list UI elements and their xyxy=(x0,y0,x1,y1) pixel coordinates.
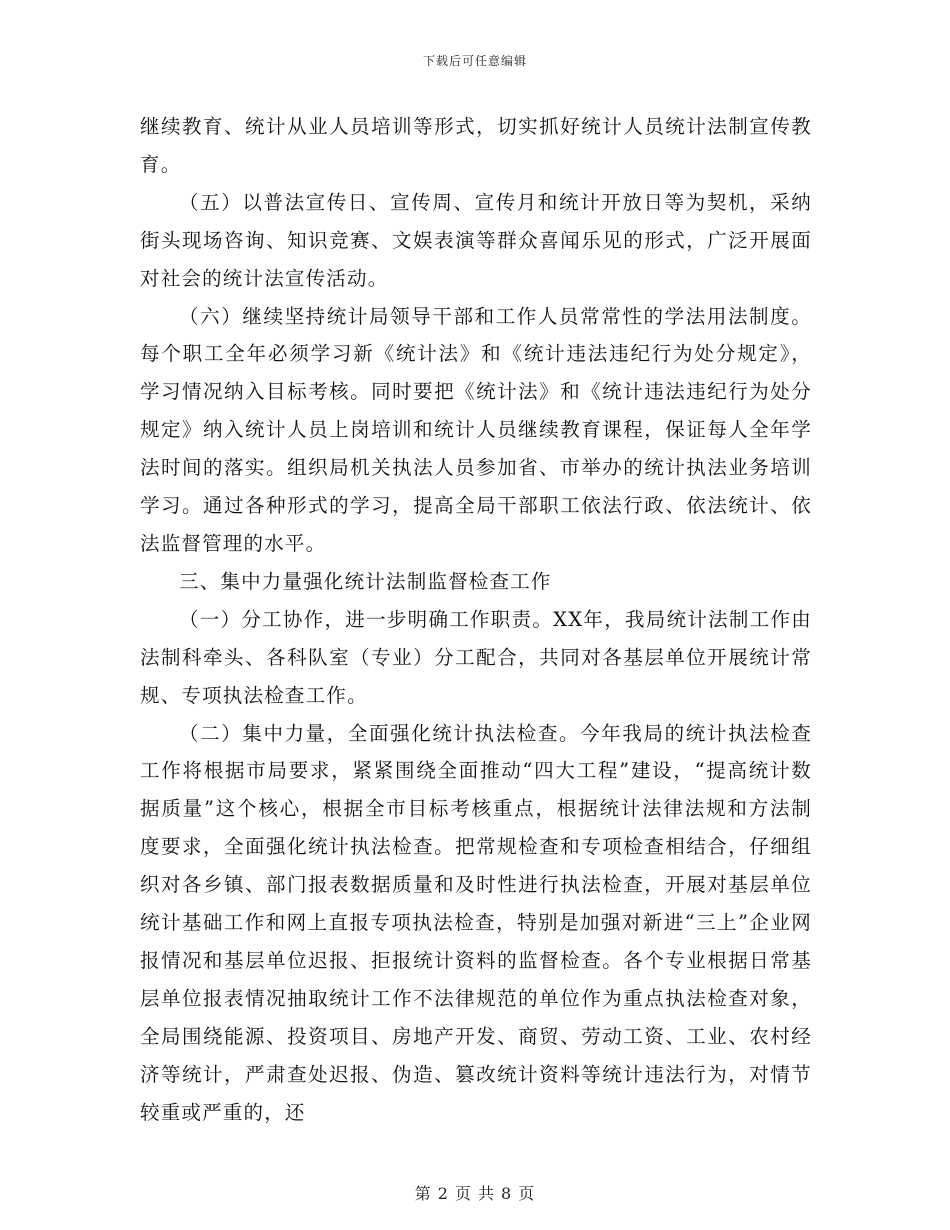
footer-total-pages: 8 xyxy=(501,1184,513,1203)
section-heading-three: 三、集中力量强化统计法制监督检查工作 xyxy=(179,569,552,593)
paragraph-continuation: 继续教育、统计从业人员培训等形式，切实抓好统计人员统计法制宣传教育。 xyxy=(140,115,812,176)
footer-page-unit: 页 xyxy=(454,1184,472,1203)
page-footer xyxy=(0,1181,950,1204)
footer-total-prefix: 共 xyxy=(478,1184,496,1203)
paragraph-item-one: （一）分工协作，进一步明确工作职责。XX年，我局统计法制工作由法制科牵头、各科队室（专业）分工配合，共同对各基层单位开展统计常规、专项执法检查工作。 xyxy=(140,607,812,707)
paragraph-item-two: （二）集中力量，全面强化统计执法检查。今年我局的统计执法检查工作将根据市局要求，紧紧围绕全面推动“四大工程”建设，“提高统计数据质量”这个核心，根据全市目标考核重点，根据统计法律法规和方法制度要求，全面强化统计执法检查。把常规检查和专项检查相结合，仔细组织对各乡镇、部门报表数据质量和及时性进行执法检查，开展对基层单位统计基础工作和网上直报专项执法检查，特别是加强对新进“三上”企业网报情况和基层单位迟报、拒报统计资料的监督检查。各个专业根据日常基层单位报表情况抽取统计工作不法律规范的单位作为重点执法检查对象，全局围绕能源、投资项目、房地产开发、商贸、劳动工资、工业、农村经济等统计，严肃查处迟报、伪造、篡改统计资料等统计违法行为，对情节较重或严重的，还 xyxy=(140,721,812,1124)
footer-current-page: 2 xyxy=(437,1184,449,1203)
footer-total-unit: 页 xyxy=(518,1184,536,1203)
page-header: 下载后可任意编辑 xyxy=(422,54,527,68)
paragraph-item-six: （六）继续坚持统计局领导干部和工作人员常常性的学法用法制度。每个职工全年必须学习新《统计法》和《统计违法违纪行为处分规定》，学习情况纳入目标考核。同时要把《统计法》和《统计违法违纪行为处分规定》纳入统计人员上岗培训和统计人员继续教育课程，保证每人全年学法时间的落实。组织局机关执法人员参加省、市举办的统计执法业务培训学习。通过各种形式的学习，提高全局干部职工依法行政、依法统计、依法监督管理的水平。 xyxy=(140,304,812,555)
document-body xyxy=(140,108,812,1131)
paragraph-item-five: （五）以普法宣传日、宣传周、宣传月和统计开放日等为契机，采纳街头现场咨询、知识竞赛、文娱表演等群众喜闻乐见的形式，广泛开展面对社会的统计法宣传活动。 xyxy=(140,190,812,290)
footer-prefix: 第 xyxy=(414,1184,432,1203)
